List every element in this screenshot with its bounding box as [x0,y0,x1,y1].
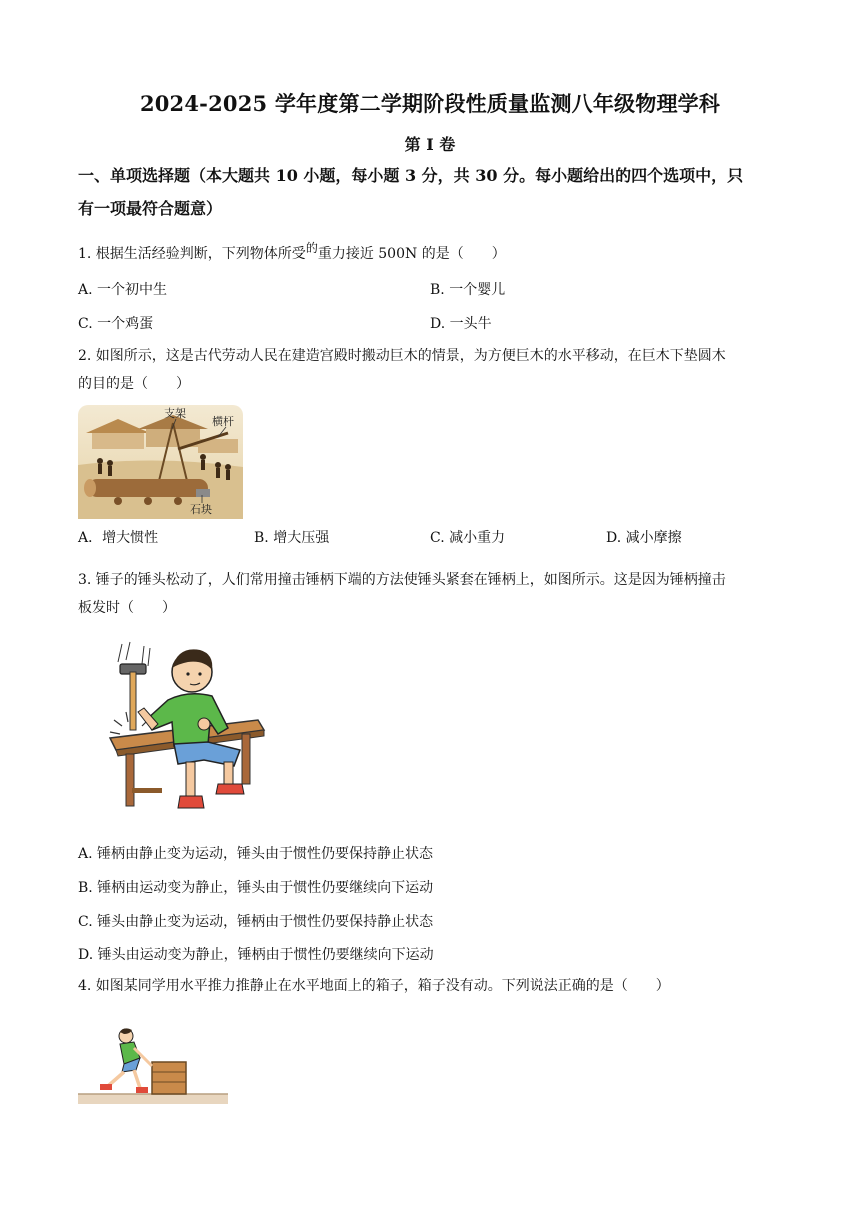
q3-stem [78,566,788,622]
q4-stem: 4. 如图某同学用水平推力推静止在水平地面上的箱子，箱子没有动。下列说法正确的是（ ） [78,978,670,994]
q1-stem-superscript: 的 [305,241,318,255]
q2-stem-line1: 2. 如图所示，这是古代劳动人民在建造宫殿时搬动巨木的情景，为方便巨木的水平移动，在巨木下垫圆木 [78,348,726,364]
q1-stem-part-a: 1. 根据生活经验判断，下列物体所受 [78,246,306,262]
label-crossbar: 横杆 [212,415,234,428]
q2-stem [78,342,788,398]
q1-stem-part-b: 重力接近 500N 的是（ ） [317,246,506,262]
q2-option-c: C. 减小重力 [430,530,506,546]
q3-stem-line1: 3. 锤子的锤头松动了，人们常用撞击锤柄下端的方法使锤头紧套在锤柄上，如图所示。这是因为锤柄撞击 [78,572,726,588]
q2-stem-line2: 的目的是（ ） [78,376,190,392]
q3-option-d: D. 锤头由运动变为静止，锤柄由于惯性仍要继续向下运动 [78,947,434,963]
section-heading [78,159,788,225]
q1-option-d: D. 一头牛 [430,316,492,332]
q2-option-d: D. 减小摩擦 [606,530,682,546]
q2-option-a: A．增大惯性 [78,530,159,546]
exam-title: 2024-2025 学年度第二学期阶段性质量监测八年级物理学科 [139,91,721,116]
q3-stem-line2: 板发时（ ） [78,600,176,616]
q1-option-b: B. 一个婴儿 [430,282,506,298]
log-moving-illustration [78,405,243,519]
section-heading-line2: 有一项最符合题意） [78,199,223,218]
label-stone: 石块 [190,503,212,516]
section-heading-line1: 一、单项选择题（本大题共 10 小题，每小题 3 分，共 30 分。每小题给出的四个选项中，只 [78,166,744,185]
label-support: 支架 [164,407,186,420]
q3-option-b: B. 锤柄由运动变为静止，锤头由于惯性仍要继续向下运动 [78,880,434,896]
q1-option-a: A. 一个初中生 [78,282,168,298]
push-box-illustration [78,1024,230,1108]
q3-figure [108,638,270,816]
q1-stem [78,240,788,268]
q2-figure [78,405,243,519]
hammer-boy-illustration [108,638,270,816]
volume-label: 第 I 卷 [404,135,456,154]
q4-figure [78,1024,230,1108]
q1-option-c: C. 一个鸡蛋 [78,316,154,332]
q2-option-b: B. 增大压强 [254,530,330,546]
q3-option-c: C. 锤头由静止变为运动，锤柄由于惯性仍要保持静止状态 [78,914,434,930]
q3-option-a: A. 锤柄由静止变为运动，锤头由于惯性仍要保持静止状态 [78,846,434,862]
